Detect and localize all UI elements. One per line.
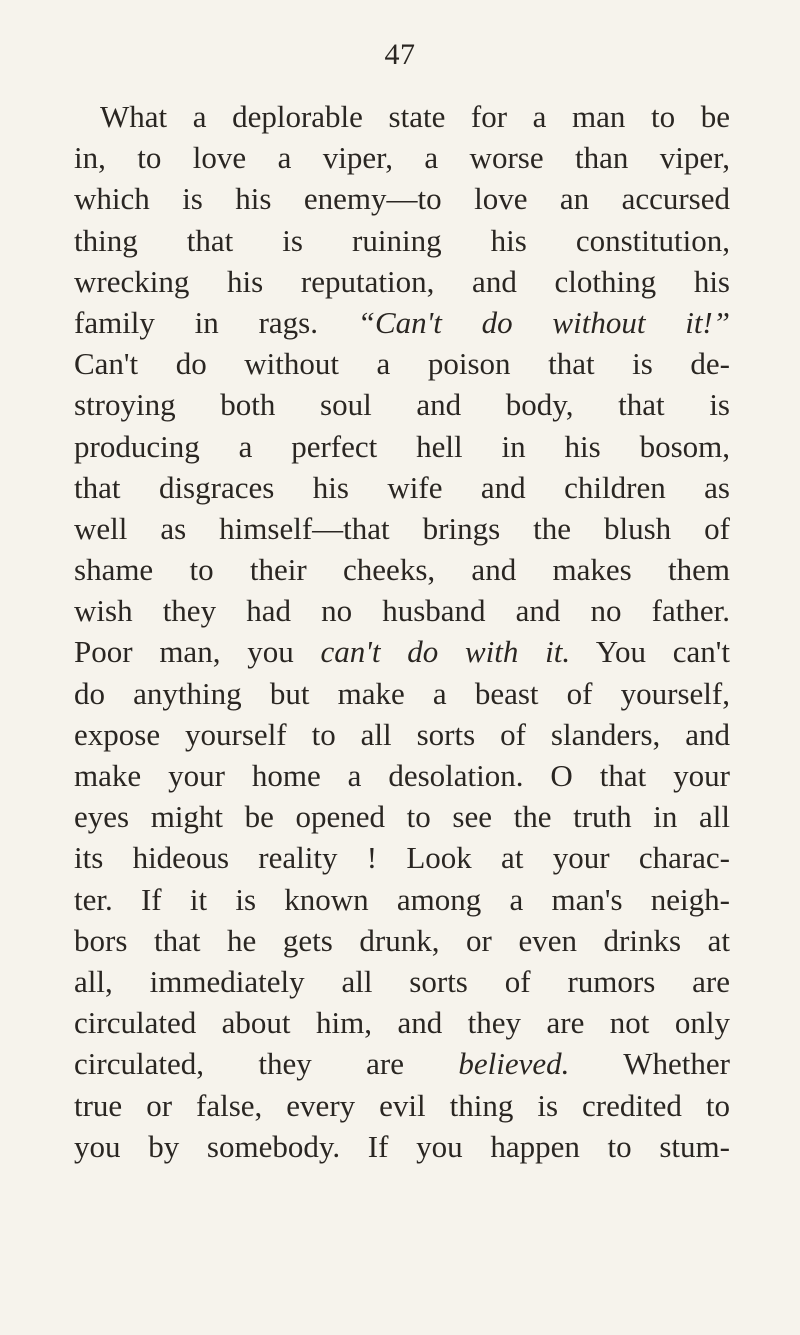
- text-line: ter. If it is known among a man's neigh-: [74, 881, 730, 917]
- text-line: thing that is ruining his constitution,: [74, 222, 730, 258]
- text-line: wrecking his reputation, and clothing his: [74, 263, 730, 299]
- text-line: you by somebody. If you happen to stum-: [74, 1128, 730, 1164]
- text-line: family in rags. “Can't do without it!”: [74, 304, 730, 340]
- text-line: do anything but make a beast of yourself,: [74, 675, 730, 711]
- text-line: all, immediately all sorts of rumors are: [74, 963, 730, 999]
- text-line: What a deplorable state for a man to be: [100, 99, 730, 134]
- text-line: eyes might be opened to see the truth in all: [74, 799, 730, 835]
- body-text: [74, 96, 730, 1167]
- italic-phrase: “Can't do without it!”: [357, 304, 730, 340]
- page-number: 47: [384, 38, 416, 71]
- text-line: bors that he gets drunk, or even drinks at: [74, 922, 730, 958]
- text-line: which is his enemy—to love an accursed: [74, 181, 730, 217]
- text-line: well as himself—that brings the blush of: [74, 510, 730, 546]
- text-line: Poor man, you can't do with it. You can't: [74, 634, 730, 670]
- text-line: circulated about him, and they are not only: [74, 1005, 730, 1041]
- text-line: Can't do without a poison that is de-: [74, 346, 730, 382]
- text-line: true or false, every evil thing is credited to: [74, 1087, 730, 1123]
- text-line: make your home a desolation. O that your: [74, 758, 730, 793]
- text-line: that disgraces his wife and children as: [74, 469, 730, 505]
- text-line: stroying both soul and body, that is: [74, 387, 730, 423]
- text-line: shame to their cheeks, and makes them: [74, 552, 730, 588]
- text-line: expose yourself to all sorts of slanders, and: [74, 716, 730, 752]
- text-line: wish they had no husband and no father.: [74, 593, 730, 629]
- italic-phrase: can't do with it.: [320, 634, 571, 670]
- text-line: producing a perfect hell in his bosom,: [74, 428, 730, 464]
- text-line: its hideous reality ! Look at your charac-: [74, 840, 730, 876]
- text-line: circulated, they are believed. Whether: [74, 1046, 730, 1082]
- italic-phrase: believed.: [458, 1046, 570, 1082]
- text-line: in, to love a viper, a worse than viper,: [74, 140, 730, 176]
